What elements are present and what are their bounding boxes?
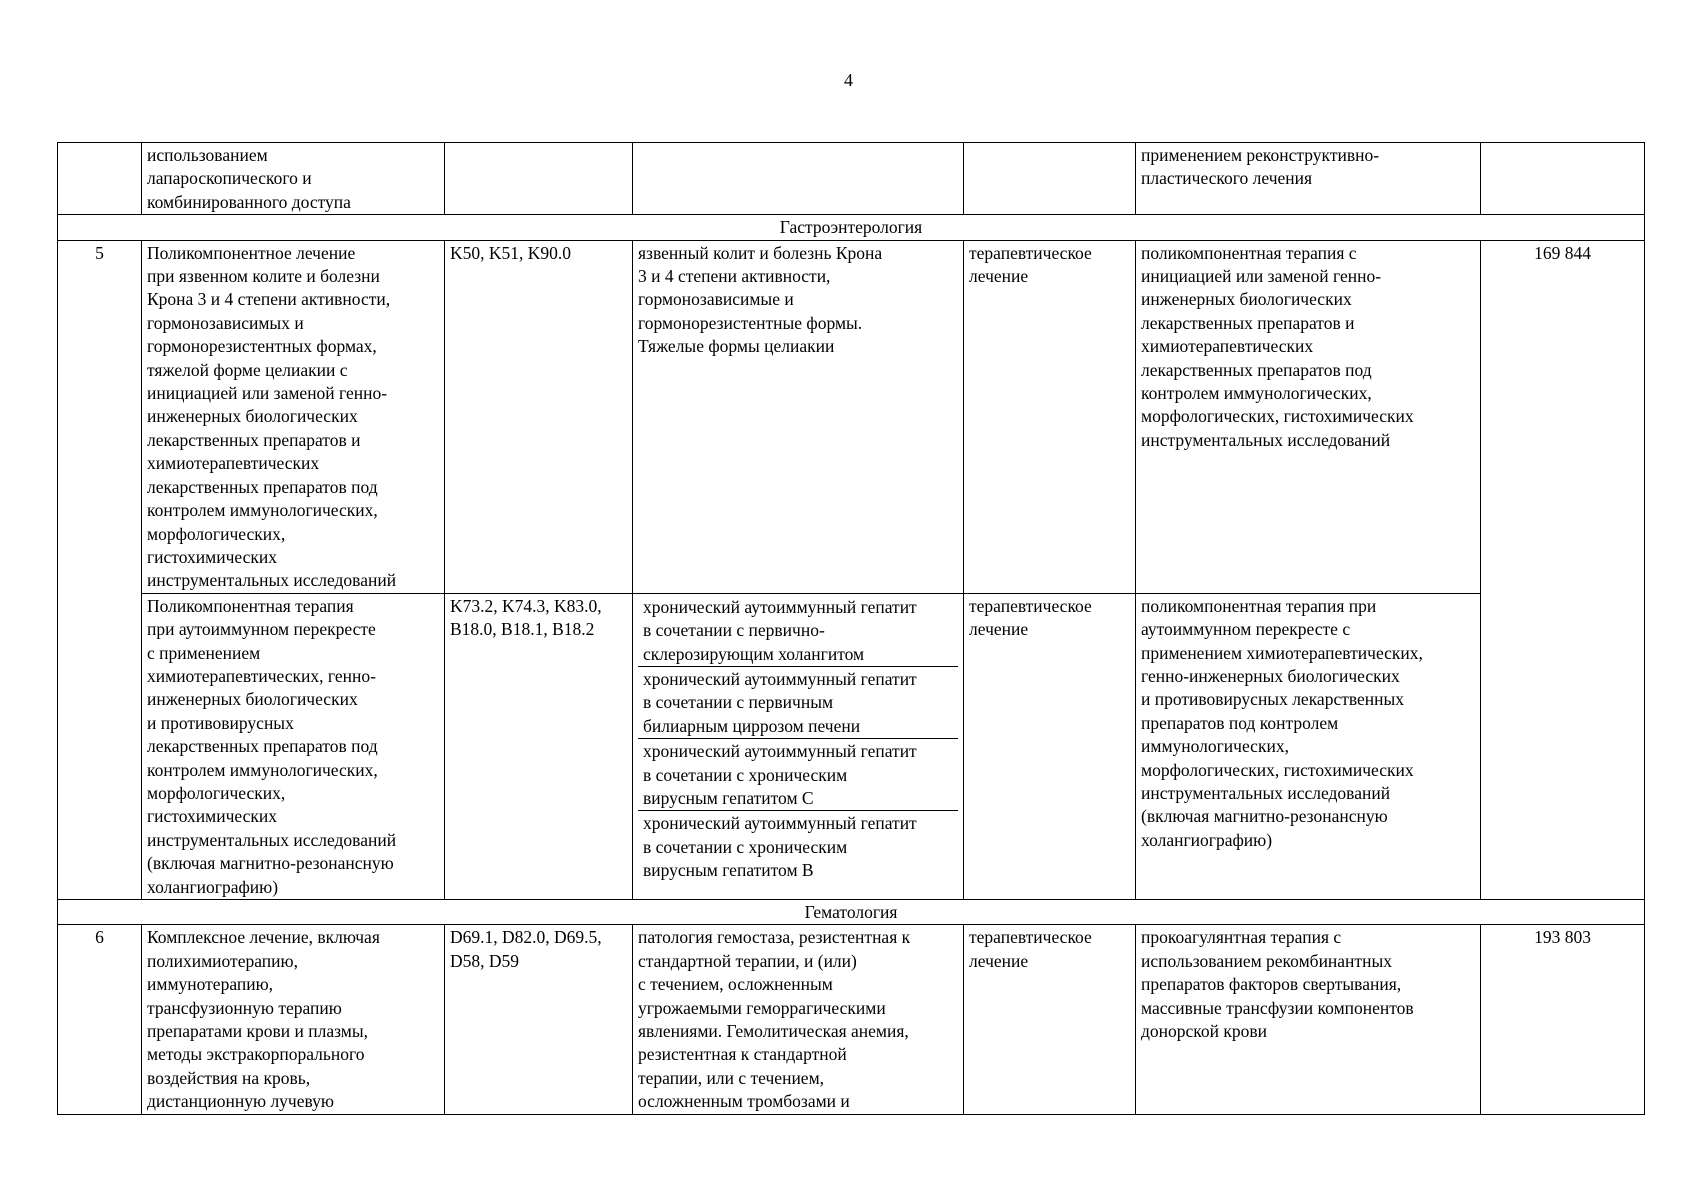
model-item — [638, 595, 958, 666]
text-line: лекарственных препаратов и — [147, 429, 361, 450]
text-line: лекарственных препаратов и — [1141, 312, 1355, 333]
model-item — [638, 666, 958, 738]
cell-type — [964, 240, 1136, 593]
text-line: лечение — [969, 950, 1029, 971]
text-line: иммунологических, — [1141, 736, 1289, 757]
cell-price: 193 803 — [1481, 925, 1645, 1114]
cell-codes — [445, 925, 633, 1114]
cell-method — [1136, 240, 1481, 593]
text-line: лапароскопического и — [147, 168, 312, 189]
text-line: применением химиотерапевтических, — [1141, 642, 1423, 663]
text-line: гормонозависимые и — [638, 289, 794, 310]
text-line: хронический аутоиммунный гепатит — [643, 741, 917, 762]
text-line: Тяжелые формы целиакии — [638, 336, 835, 357]
cell-codes — [445, 593, 633, 899]
cell-price — [1481, 143, 1645, 215]
text-line: контролем иммунологических, — [147, 500, 378, 521]
text-line: комбинированного доступа — [147, 191, 351, 212]
text-line: в сочетании с первично- — [643, 620, 825, 641]
cell-model — [633, 240, 964, 593]
text-line: в сочетании с первичным — [643, 692, 834, 713]
text-line: хронический аутоиммунный гепатит — [643, 813, 917, 834]
cell-type — [964, 593, 1136, 899]
text-line: химиотерапевтических — [147, 453, 320, 474]
text-line: морфологических, — [147, 782, 286, 803]
text-line: осложненным тромбозами и — [638, 1091, 850, 1112]
cell-model — [633, 925, 964, 1114]
text-line: аутоиммунном перекресте с — [1141, 619, 1351, 640]
section-row-gastroenterology — [58, 215, 1645, 240]
page-number: 4 — [844, 70, 853, 90]
text-line: патология гемостаза, резистентная к — [638, 927, 911, 948]
text-line: гистохимических — [147, 806, 277, 827]
text-line: донорской крови — [1141, 1021, 1268, 1042]
cell-type — [964, 925, 1136, 1114]
text-line: инициацией или заменой генно- — [1141, 266, 1382, 287]
text-line: (включая магнитно-резонансную — [1141, 806, 1388, 827]
text-line: препаратов факторов свертывания, — [1141, 974, 1402, 995]
section-title: Гастроэнтерология — [58, 215, 1645, 240]
text-line: поликомпонентная терапия при — [1141, 595, 1377, 616]
text-line: и противовирусных лекарственных — [1141, 689, 1405, 710]
text-line: при аутоиммунном перекресте — [147, 619, 376, 640]
text-line: гормонорезистентных формах, — [147, 336, 377, 357]
text-line: угрожаемыми геморрагическими — [638, 997, 886, 1018]
table-row-continuation — [58, 143, 1645, 215]
cell-type — [964, 143, 1136, 215]
text-line: химиотерапевтических — [1141, 336, 1314, 357]
cell-price: 169 844 — [1481, 240, 1645, 899]
text-line: хронический аутоиммунный гепатит — [643, 596, 917, 617]
cell-name — [142, 240, 445, 593]
text-line: билиарным циррозом печени — [643, 715, 861, 736]
text-line: методы экстракорпорального — [147, 1044, 365, 1065]
text-line: Комплексное лечение, включая — [147, 927, 380, 948]
text-line: воздействия на кровь, — [147, 1067, 311, 1088]
table-row-5b — [58, 593, 1645, 899]
text-line: B18.0, B18.1, B18.2 — [450, 619, 595, 640]
text-line: Крона 3 и 4 степени активности, — [147, 289, 391, 310]
text-line: инструментальных исследований — [1141, 429, 1391, 450]
text-line: терапевтическое — [969, 595, 1092, 616]
treatment-table — [57, 142, 1645, 1115]
text-line: морфологических, — [147, 523, 286, 544]
text-line: холангиографию) — [147, 876, 279, 897]
text-line: Поликомпонентная терапия — [147, 595, 354, 616]
text-line: препаратами крови и плазмы, — [147, 1021, 369, 1042]
text-line: инженерных биологических — [147, 689, 358, 710]
text-line: гистохимических — [147, 546, 277, 567]
text-line: вирусным гепатитом B — [643, 860, 814, 881]
text-line: D69.1, D82.0, D69.5, — [450, 927, 602, 948]
text-line: лекарственных препаратов под — [147, 476, 378, 497]
text-line: контролем иммунологических, — [1141, 383, 1372, 404]
model-item — [638, 738, 958, 810]
text-line: лечение — [969, 266, 1029, 287]
text-line: поликомпонентная терапия с — [1141, 242, 1357, 263]
table-row-5a — [58, 240, 1645, 593]
text-line: с применением — [147, 642, 261, 663]
text-line: K73.2, K74.3, K83.0, — [450, 595, 602, 616]
text-line: (включая магнитно-резонансную — [147, 853, 394, 874]
text-line: морфологических, гистохимических — [1141, 406, 1414, 427]
text-line: лечение — [969, 619, 1029, 640]
text-line: в сочетании с хроническим — [643, 764, 848, 785]
text-line: в сочетании с хроническим — [643, 836, 848, 857]
cell-method — [1136, 925, 1481, 1114]
text-line: и противовирусных — [147, 712, 294, 733]
cell-name — [142, 143, 445, 215]
text-line: D58, D59 — [450, 950, 520, 971]
section-title: Гематология — [58, 900, 1645, 925]
table-row-6 — [58, 925, 1645, 1114]
text-line: пластического лечения — [1141, 168, 1313, 189]
text-line: массивные трансфузии компонентов — [1141, 997, 1414, 1018]
text-line: тяжелой форме целиакии с — [147, 359, 348, 380]
text-line: морфологических, гистохимических — [1141, 759, 1414, 780]
text-line: терапевтическое — [969, 242, 1092, 263]
text-line: явлениями. Гемолитическая анемия, — [638, 1021, 909, 1042]
text-line: с течением, осложненным — [638, 974, 833, 995]
cell-model — [633, 143, 964, 215]
cell-number: 5 — [58, 240, 142, 899]
section-row-hematology — [58, 900, 1645, 925]
text-line: контролем иммунологических, — [147, 759, 378, 780]
text-line: склерозирующим холангитом — [643, 643, 865, 664]
text-line: лекарственных препаратов под — [147, 736, 378, 757]
text-line: генно-инженерных биологических — [1141, 665, 1400, 686]
text-line: иммунотерапию, — [147, 974, 274, 995]
text-line: инструментальных исследований — [1141, 782, 1391, 803]
text-line: холангиографию) — [1141, 829, 1273, 850]
text-line: прокоагулянтная терапия с — [1141, 927, 1342, 948]
text-line: терапевтическое — [969, 927, 1092, 948]
text-line: препаратов под контролем — [1141, 712, 1339, 733]
cell-name — [142, 593, 445, 899]
cell-number — [58, 143, 142, 215]
text-line: трансфузионную терапию — [147, 997, 342, 1018]
text-line: инженерных биологических — [147, 406, 358, 427]
cell-codes — [445, 240, 633, 593]
text-line: химиотерапевтических, генно- — [147, 665, 376, 686]
text-line: хронический аутоиммунный гепатит — [643, 668, 917, 689]
text-line: вирусным гепатитом C — [643, 787, 814, 808]
text-line: резистентная к стандартной — [638, 1044, 847, 1065]
text-line: инженерных биологических — [1141, 289, 1352, 310]
text-line: инструментальных исследований — [147, 570, 397, 591]
cell-codes — [445, 143, 633, 215]
cell-model-list — [633, 593, 964, 899]
text-line: полихимиотерапию, — [147, 950, 298, 971]
text-line: использованием — [147, 145, 268, 165]
text-line: гормонозависимых и — [147, 312, 304, 333]
cell-method — [1136, 143, 1481, 215]
text-line: язвенный колит и болезнь Крона — [638, 242, 883, 263]
text-line: терапии, или с течением, — [638, 1067, 825, 1088]
text-line: стандартной терапии, и (или) — [638, 950, 857, 971]
text-line: лекарственных препаратов под — [1141, 359, 1372, 380]
text-line: при язвенном колите и болезни — [147, 266, 380, 287]
text-line: K50, K51, K90.0 — [450, 242, 572, 263]
text-line: использованием рекомбинантных — [1141, 950, 1392, 971]
text-line: применением реконструктивно- — [1141, 145, 1380, 165]
text-line: 3 и 4 степени активности, — [638, 266, 831, 287]
cell-name — [142, 925, 445, 1114]
cell-method — [1136, 593, 1481, 899]
text-line: инициацией или заменой генно- — [147, 383, 388, 404]
text-line: гормонорезистентные формы. — [638, 312, 863, 333]
text-line: инструментальных исследований — [147, 829, 397, 850]
text-line: Поликомпонентное лечение — [147, 242, 356, 263]
text-line: дистанционную лучевую — [147, 1091, 334, 1112]
model-item — [638, 810, 958, 882]
cell-number: 6 — [58, 925, 142, 1114]
